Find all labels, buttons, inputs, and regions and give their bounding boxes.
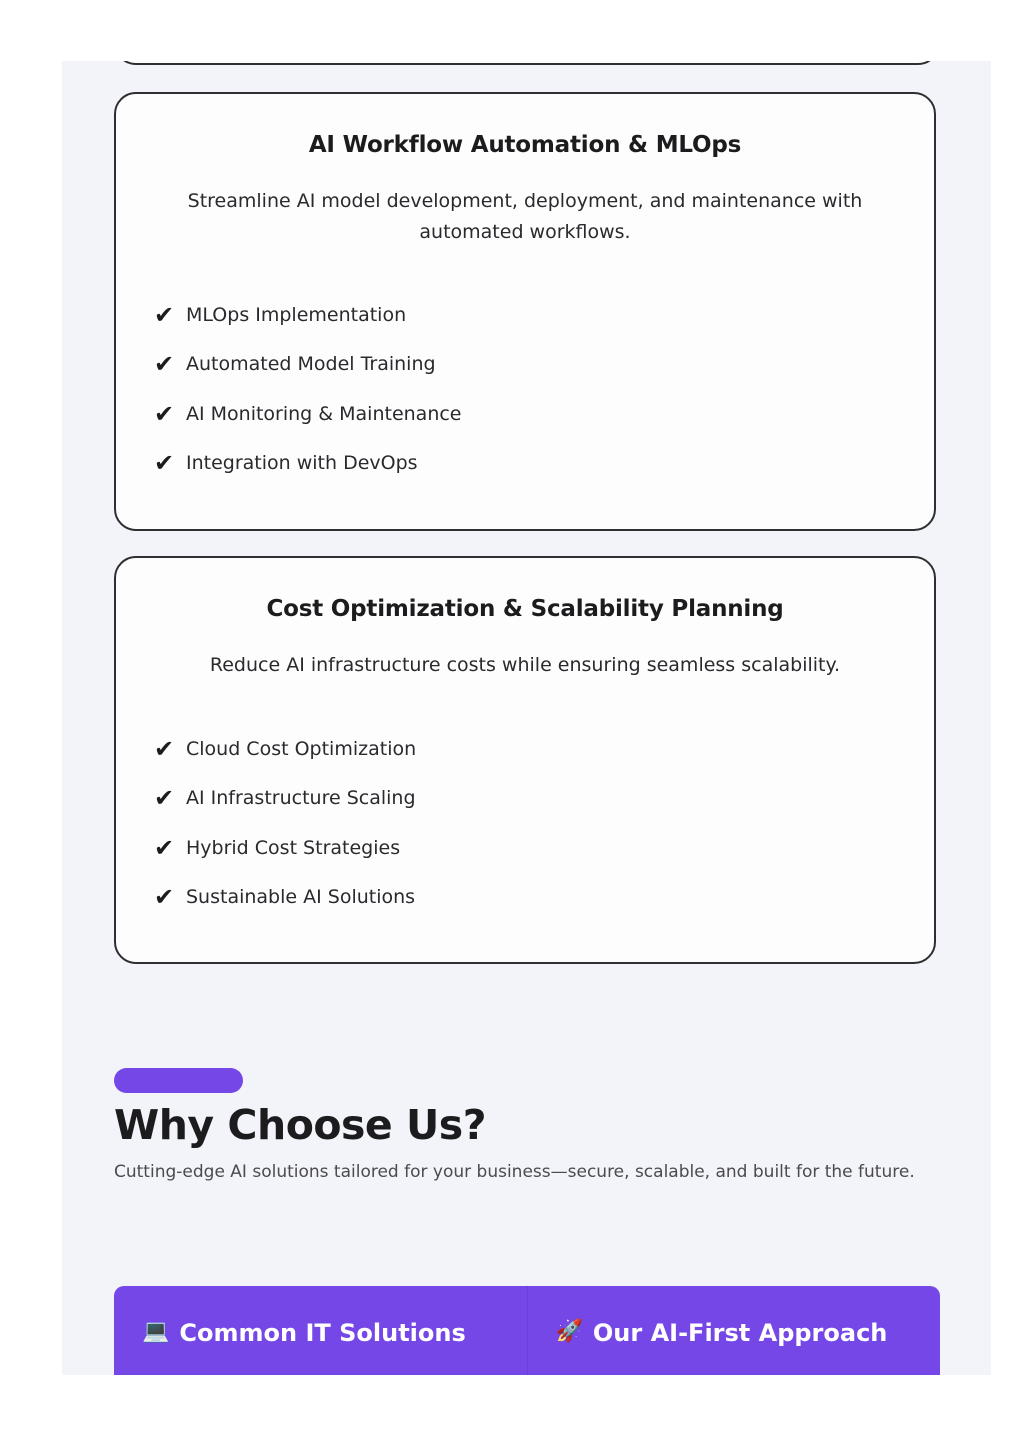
card-description: Streamline AI model development, deployment, and maintenance with automated workflows. <box>187 190 863 243</box>
feature-list <box>154 290 462 488</box>
list-item <box>154 873 416 923</box>
feature-label: Sustainable AI Solutions <box>186 886 416 909</box>
check-icon: ✔ <box>154 399 175 428</box>
card-title: AI Workflow Automation & MLOps <box>308 132 742 158</box>
card-description: Reduce AI infrastructure costs while ensuring seamless scalability. <box>209 654 841 676</box>
tab-label: Our AI-First Approach <box>592 1319 888 1347</box>
check-icon: ✔ <box>154 883 175 912</box>
check-icon: ✔ <box>154 350 175 379</box>
service-card-cost-optimization <box>114 556 936 964</box>
list-item <box>154 389 462 439</box>
feature-label: Hybrid Cost Strategies <box>186 836 401 859</box>
list-item <box>154 290 462 340</box>
section-accent-pill <box>114 1068 243 1093</box>
list-item <box>154 439 462 489</box>
feature-label: MLOps Implementation <box>186 303 407 326</box>
check-icon: ✔ <box>154 734 175 763</box>
computer-icon: 💻 <box>142 1319 170 1344</box>
feature-label: Automated Model Training <box>186 353 436 376</box>
tab-label: Common IT Solutions <box>179 1319 466 1347</box>
tab-common-it-solutions[interactable] <box>114 1286 527 1375</box>
service-card-ai-workflow <box>114 92 936 531</box>
comparison-tabs <box>114 1286 940 1375</box>
check-icon: ✔ <box>154 833 175 862</box>
feature-label: AI Monitoring & Maintenance <box>186 402 462 425</box>
service-card-previous <box>114 61 940 65</box>
section-title: Why Choose Us? <box>114 1101 486 1149</box>
list-item <box>154 340 462 390</box>
list-item <box>154 774 416 824</box>
list-item <box>154 724 416 774</box>
check-icon: ✔ <box>154 784 175 813</box>
check-icon: ✔ <box>154 449 175 478</box>
section-subtitle: Cutting-edge AI solutions tailored for your business—secure, scalable, and built for the future. <box>114 1162 915 1182</box>
page-frame <box>62 61 991 1375</box>
check-icon: ✔ <box>154 300 175 329</box>
feature-label: Integration with DevOps <box>186 452 418 475</box>
rocket-icon: 🚀 <box>555 1319 583 1344</box>
list-item <box>154 823 416 873</box>
tab-ai-first-approach[interactable] <box>527 1286 941 1375</box>
card-title: Cost Optimization & Scalability Planning <box>266 596 784 622</box>
feature-label: AI Infrastructure Scaling <box>186 787 416 810</box>
feature-label: Cloud Cost Optimization <box>186 737 417 760</box>
feature-list <box>154 724 416 922</box>
